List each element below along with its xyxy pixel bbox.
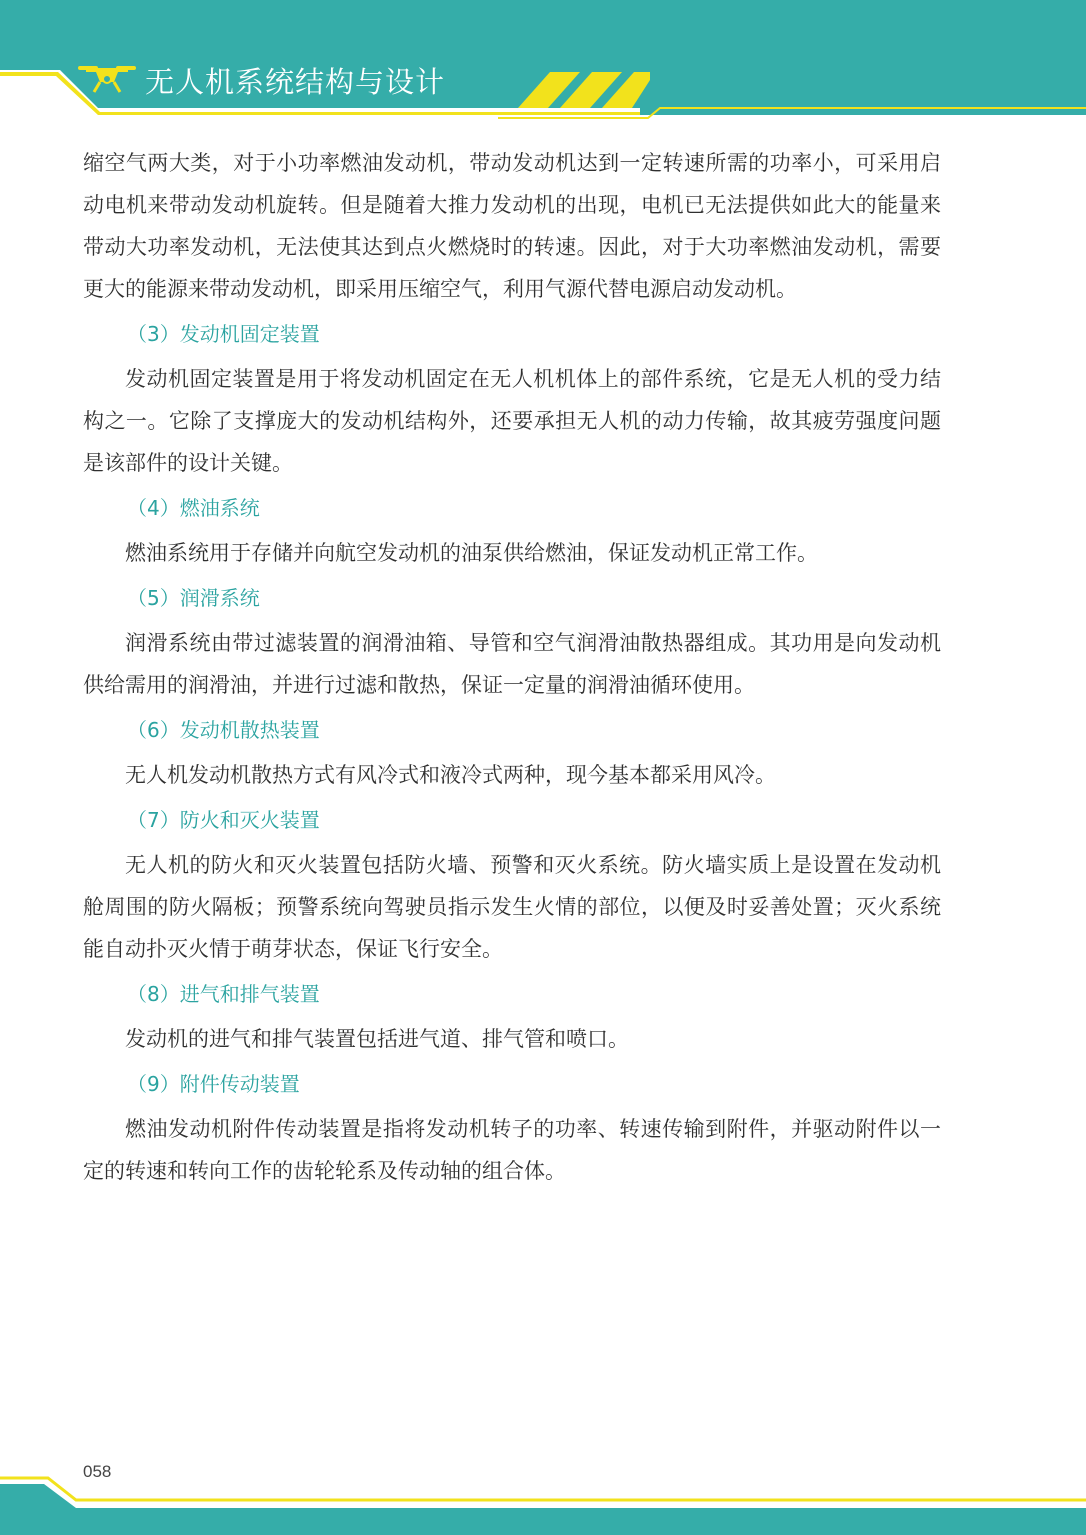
- section-heading-6: （6）发动机散热装置: [127, 718, 320, 742]
- section-paragraph-3: 发动机固定装置是用于将发动机固定在无人机机体上的部件系统，它是无人机的受力结构之一。它除了支撑庞大的发动机结构外，还要承担无人机的动力传输，故其疲劳强度问题是该部件的设计关键。: [83, 367, 941, 475]
- section-heading-8: （8）进气和排气装置: [127, 982, 320, 1006]
- section-paragraph-8: 发动机的进气和排气装置包括进气道、排气管和喷口。: [125, 1027, 629, 1051]
- section-paragraph-6: 无人机发动机散热方式有风冷式和液冷式两种，现今基本都采用风冷。: [125, 763, 776, 787]
- intro-paragraph: 缩空气两大类，对于小功率燃油发动机，带动发动机达到一定转速所需的功率小，可采用启动电机来带动发动机旋转。但是随着大推力发动机的出现，电机已无法提供如此大的能量来带动大功率发动机，无法使其达到点火燃烧时的转速。因此，对于大功率燃油发动机，需要更大的能源来带动发动机，即采用压缩空气，利用气源代替电源启动发动机。: [83, 151, 941, 301]
- section-paragraph-4: 燃油系统用于存储并向航空发动机的油泵供给燃油，保证发动机正常工作。: [125, 541, 818, 565]
- section-heading-7: （7）防火和灭火装置: [127, 808, 320, 832]
- footer-banner: [0, 1470, 1086, 1535]
- section-heading-4: （4）燃油系统: [127, 496, 260, 520]
- footer-yellow-line: [0, 1478, 1086, 1500]
- drone-icon: [76, 62, 138, 98]
- section-paragraph-9: 燃油发动机附件传动装置是指将发动机转子的功率、转速传输到附件，并驱动附件以一定的转速和转向工作的齿轮轮系及传动轴的组合体。: [83, 1117, 941, 1183]
- page-content: [83, 142, 941, 1192]
- section-paragraph-5: 润滑系统由带过滤装置的润滑油箱、导管和空气润滑油散热器组成。其功用是向发动机供给需用的润滑油，并进行过滤和散热，保证一定量的润滑油循环使用。: [83, 631, 941, 697]
- footer-teal-band: [0, 1484, 1086, 1535]
- section-heading-9: （9）附件传动装置: [127, 1072, 300, 1096]
- section-heading-3: （3）发动机固定装置: [127, 322, 320, 346]
- book-title: 无人机系统结构与设计: [145, 65, 446, 99]
- section-paragraph-7: 无人机的防火和灭火装置包括防火墙、预警和灭火系统。防火墙实质上是设置在发动机舱周围的防火隔板；预警系统向驾驶员指示发生火情的部位，以便及时妥善处置；灭火系统能自动扑灭火情于萌芽状态，保证飞行安全。: [83, 853, 941, 961]
- page-number: 058: [83, 1462, 112, 1481]
- section-heading-5: （5）润滑系统: [127, 586, 260, 610]
